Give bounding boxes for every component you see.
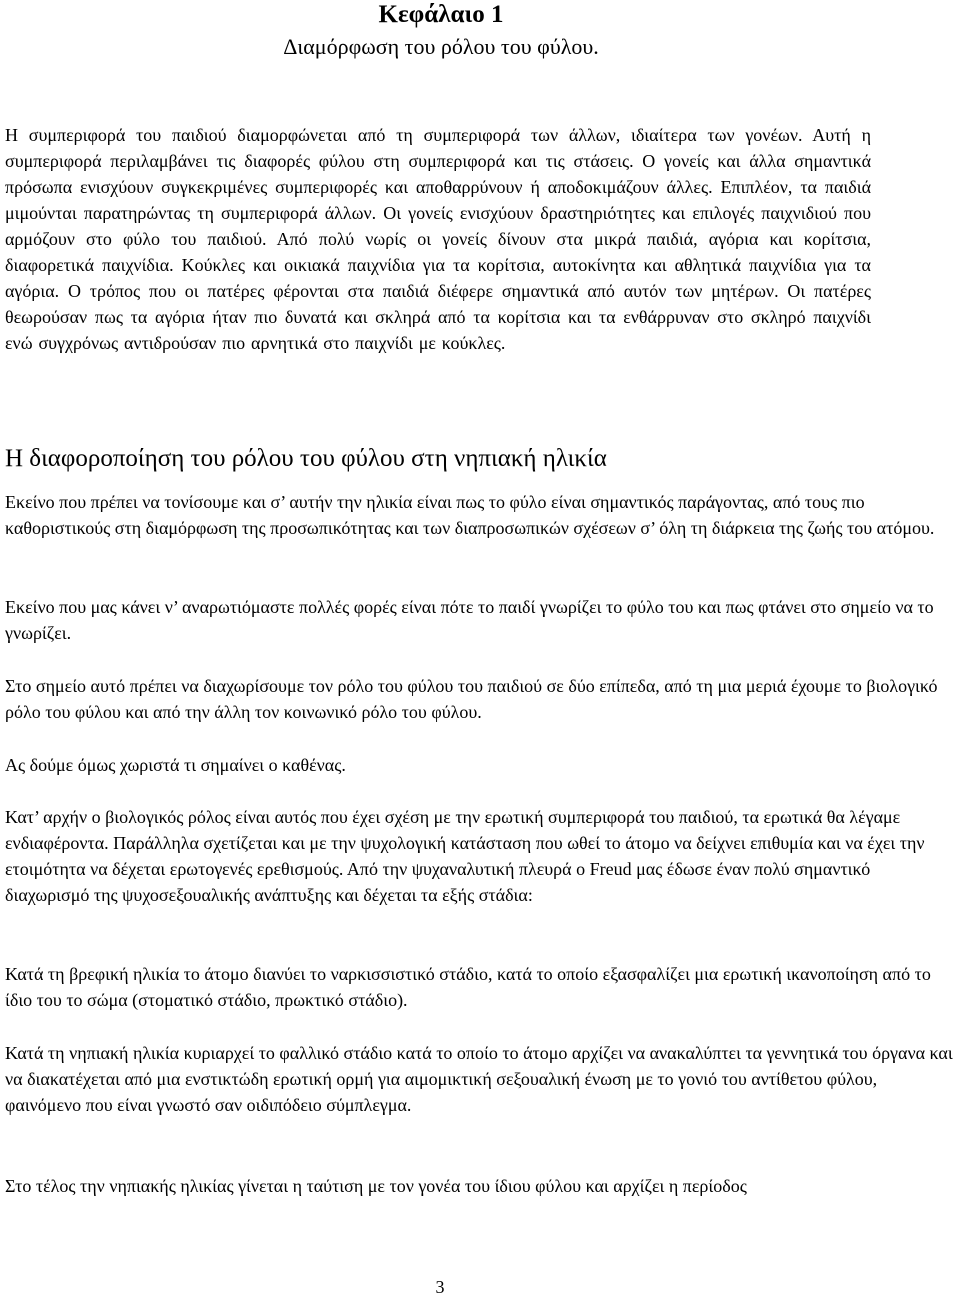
chapter-subtitle: Διαμόρφωση του ρόλου του φύλου. <box>283 34 599 59</box>
section-paragraph-1: Εκείνο που πρέπει να τονίσουμε και σ’ αυτήν την ηλικία είναι πως το φύλο είναι σημαντικός παράγοντας, από τους πιο καθοριστικούς στη διαμόρφωση της προσωπικότητας και των διαπροσωπικών σχέσεων σ’ όλη τη διάρκεια της ζωής του ατόμου. <box>5 492 935 538</box>
section-paragraph-8: Στο τέλος την νηπιακής ηλικίας γίνεται η ταύτιση με τον γονέα του ίδιου φύλου και αρχίζει η περίοδος <box>5 1176 747 1196</box>
section-paragraph-7: Κατά τη νηπιακή ηλικία κυριαρχεί το φαλλικό στάδιο κατά το οποίο το άτομο αρχίζει να ανακαλύπτει τα γεννητικά του όργανα και να διακατέχεται από μια ενστικτώδη ερωτική ορμή για αιμομικτική σεξουαλική ένωση με το γονιό του αντίθετου φύλου, φαινόμενο που είναι γνωστό σαν οιδιπόδειο σύμπλεγμα. <box>5 1043 953 1115</box>
section-paragraph-4: Ας δούμε όμως χωριστά τι σημαίνει ο καθένας. <box>5 755 346 775</box>
chapter-title: Κεφάλαιο 1 <box>378 1 504 28</box>
intro-paragraph: Η συμπεριφορά του παιδιού διαμορφώνεται από τη συμπεριφορά των άλλων, ιδιαίτερα των γονέων. Αυτή η συμπεριφορά περιλαμβάνει τις διαφορές φύλου στη συμπεριφορά και τις στάσεις. Ο γονείς και άλλα σημαντικά πρόσωπα ενισχύουν συγκεκριμένες συμπεριφορές και αποθαρρύνουν ή αποδοκιμάζουν άλλες. Επιπλέον, τα παιδιά μιμούνται παρατηρώντας τη συμπεριφορά άλλων. Οι γονείς ενισχύουν δραστηριότητες και επιλογές παιχνιδιού που αρμόζουν στο φύλο του παιδιού. Από πολύ νωρίς οι γονείς δίνουν στα μικρά παιδιά, αγόρια και κορίτσια, διαφορετικά παιχνίδια. Κούκλες και οικιακά παιχνίδια για τα κορίτσια, αυτοκίνητα και αθλητικά παιχνίδια για τα αγόρια. Ο τρόπος που οι πατέρες φέρονται στα παιδιά διέφερε σημαντικά από αυτόν των μητέρων. Οι πατέρες θεωρούσαν πως τα αγόρια ήταν πιο δυνατά και σκληρά από τα κορίτσια και τα ενθάρρυναν στο σκληρό παιχνίδι ενώ συγχρόνως αντιδρούσαν πιο αρνητικά στο παιχνίδι με κούκλες. <box>5 125 871 353</box>
section-paragraph-2: Εκείνο που μας κάνει ν’ αναρωτιόμαστε πολλές φορές είναι πότε το παιδί γνωρίζει το φύλο του και πως φτάνει στο σημείο να το γνωρίζει. <box>5 597 934 643</box>
section-heading: Η διαφοροποίηση του ρόλου του φύλου στη νηπιακή ηλικία <box>5 445 607 472</box>
section-paragraph-6: Κατά τη βρεφική ηλικία το άτομο διανύει το ναρκισσιστικό στάδιο, κατά το οποίο εξασφαλίζει μια ερωτική ικανοποίηση από το ίδιο του το σώμα (στοματικό στάδιο, πρωκτικό στάδιο). <box>5 964 931 1010</box>
section-paragraph-3: Στο σημείο αυτό πρέπει να διαχωρίσουμε τον ρόλο του φύλου του παιδιού σε δύο επίπεδα, από τη μια μεριά έχουμε το βιολογικό ρόλο του φύλου και από την άλλη τον κοινωνικό ρόλο του φύλου. <box>5 676 938 722</box>
section-paragraph-5: Κατ’ αρχήν ο βιολογικός ρόλος είναι αυτός που έχει σχέση με την ερωτική συμπεριφορά του παιδιού, τα ερωτικά θα λέγαμε ενδιαφέροντα. Παράλληλα σχετίζεται και με την ψυχολογική κατάσταση που ωθεί το άτομο να δείχνει επιθυμία και να έχει την ετοιμότητα να δέχεται ερωτογενές ερεθισμούς. Από την ψυχαναλυτική πλευρά ο Freud μας έδωσε έναν πολύ σημαντικό διαχωρισμό της ψυχοσεξουαλικής ανάπτυξης και δέχεται τα εξής στάδια: <box>5 807 925 905</box>
page-number: 3 <box>435 1277 445 1297</box>
